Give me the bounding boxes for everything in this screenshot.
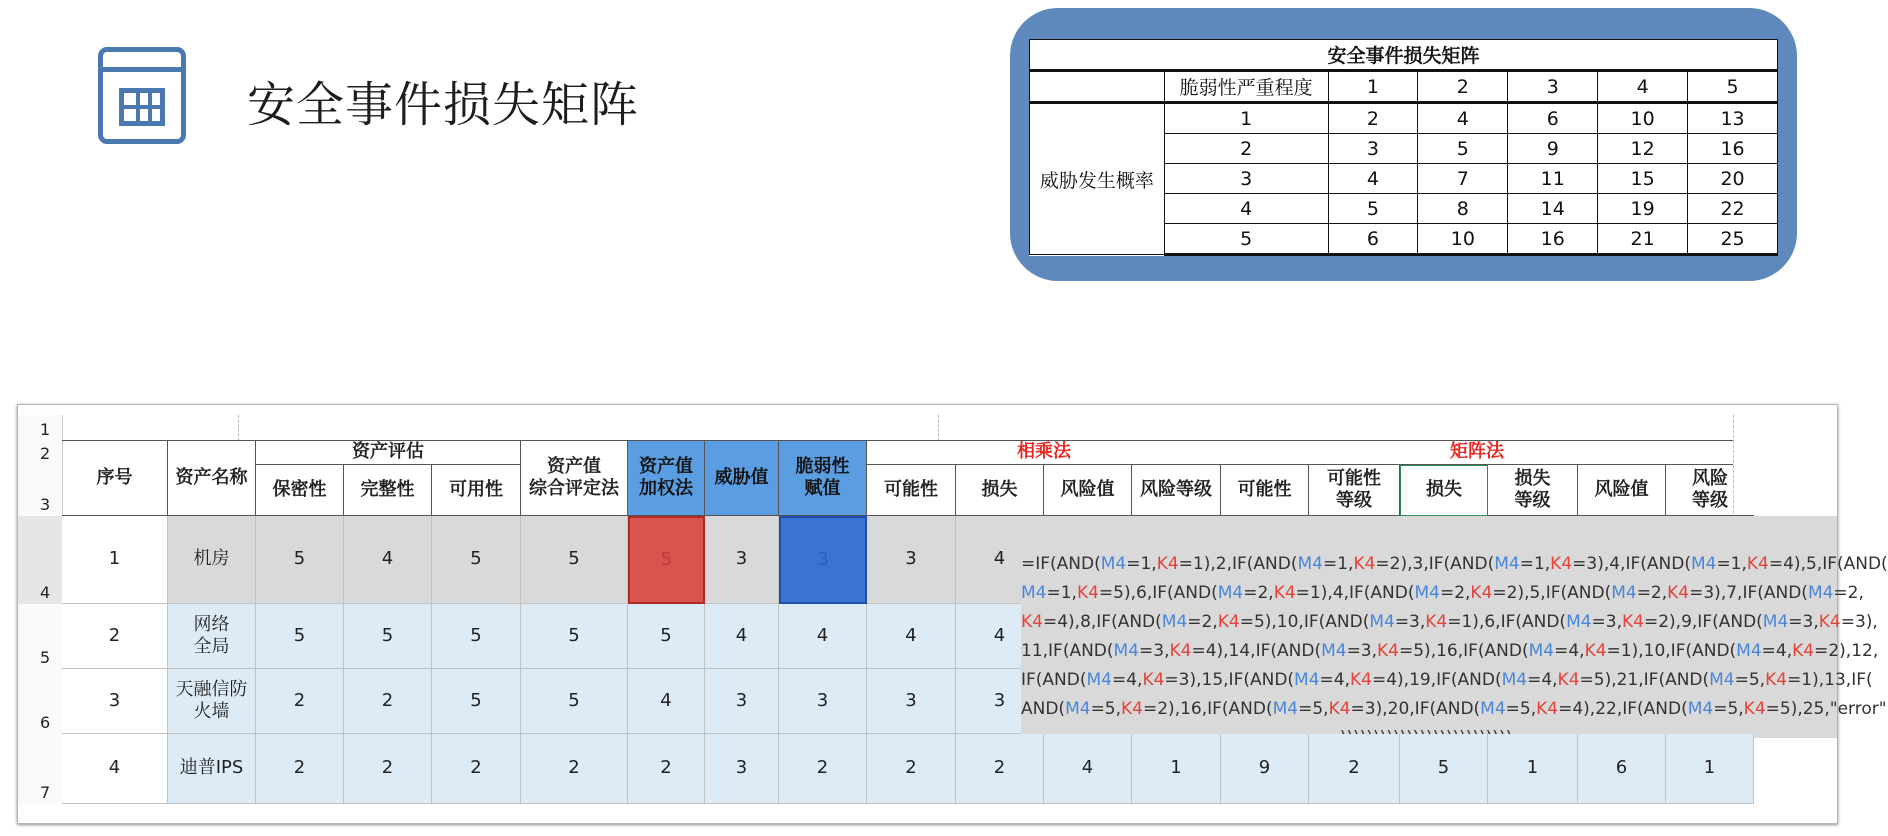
cell[interactable]: 5 <box>432 604 521 669</box>
cell[interactable]: 4 <box>867 604 956 669</box>
cell-ref-m4: M4 <box>1086 670 1112 690</box>
matrix-title: 安全事件损失矩阵 <box>1030 40 1778 71</box>
row-number[interactable]: 1 <box>18 415 63 441</box>
cell[interactable]: 3 <box>705 516 779 604</box>
cell-seq[interactable]: 4 <box>62 734 168 804</box>
matrix-cell: 11 <box>1508 164 1598 194</box>
cell[interactable]: 3 <box>867 516 956 604</box>
cell[interactable]: 4 <box>344 516 432 604</box>
matrix-col-header: 1 <box>1328 71 1418 103</box>
matrix-cell: 5 <box>1328 194 1418 224</box>
cell-ref-m4: M4 <box>1021 583 1047 603</box>
matrix-cell: 20 <box>1688 164 1778 194</box>
cell[interactable]: 4 <box>956 604 1044 669</box>
cell-selected-vuln[interactable]: 3 <box>779 516 867 604</box>
header-seq[interactable]: 序号 <box>62 441 168 516</box>
header-mult-possibility[interactable]: 可能性 <box>867 465 956 516</box>
row-number[interactable]: 7 <box>18 734 63 804</box>
formula-line: 11,IF(AND(M4=3,K4=4),14,IF(AND(M4=3,K4=5),16,IF(AND(M4=4,K4=1),10,IF(AND(M4=4,K4=2),12, <box>1021 641 1879 661</box>
cell[interactable]: 2 <box>432 734 521 804</box>
header-asset-value-weighted[interactable]: 资产值 加权法 <box>628 441 705 516</box>
cell[interactable]: 4 <box>779 604 867 669</box>
formula-line: IF(AND(M4=4,K4=3),15,IF(AND(M4=4,K4=4),19,IF(AND(M4=4,K4=5),21,IF(AND(M4=5,K4=1),13,IF( <box>1021 670 1873 690</box>
cell-ref-m4: M4 <box>1414 583 1440 603</box>
cell-asset-name[interactable]: 迪普IPS <box>168 734 256 804</box>
matrix-cell: 19 <box>1598 194 1688 224</box>
row-number[interactable]: 3 <box>18 465 63 516</box>
group-matrix[interactable]: 矩阵法 <box>1221 441 1733 465</box>
cell[interactable]: 2 <box>344 734 432 804</box>
cell[interactable]: 5 <box>1400 734 1488 804</box>
cell-ref-m4: M4 <box>1272 699 1299 719</box>
cell-ref-k4: K4 <box>1425 612 1448 632</box>
cell-ref-k4: K4 <box>1076 583 1099 603</box>
cell-asset-name[interactable]: 机房 <box>168 516 256 604</box>
matrix-col-header: 4 <box>1598 71 1688 103</box>
cell[interactable]: 5 <box>256 516 344 604</box>
cell-ref-m4: M4 <box>1528 641 1555 661</box>
cell[interactable]: 4 <box>705 604 779 669</box>
cell[interactable]: 3 <box>956 669 1044 734</box>
cell-ref-m4: M4 <box>1736 641 1762 661</box>
header-mult-loss[interactable]: 损失 <box>956 465 1044 516</box>
cell[interactable]: 5 <box>344 604 432 669</box>
cell-ref-k4: K4 <box>1743 699 1766 719</box>
matrix-cell: 2 <box>1328 103 1418 134</box>
cell-ref-m4: M4 <box>1494 554 1520 574</box>
formula-overlay[interactable] <box>1021 516 1888 738</box>
matrix-cell: 5 <box>1418 134 1508 164</box>
cell-ref-k4: K4 <box>1746 554 1769 574</box>
row-number[interactable]: 4 <box>18 516 63 604</box>
cell-ref-k4: K4 <box>1667 583 1690 603</box>
cell-seq[interactable]: 2 <box>62 604 168 669</box>
cell-ref-k4: K4 <box>1622 612 1644 632</box>
matrix-cell: 16 <box>1508 224 1598 255</box>
matrix-row-label: 5 <box>1164 224 1328 255</box>
cell-seq[interactable]: 1 <box>62 516 168 604</box>
matrix-cell: 16 <box>1688 134 1778 164</box>
header-vuln-value[interactable]: 脆弱性 赋值 <box>779 441 867 516</box>
cell-ref-m4: M4 <box>1100 554 1127 574</box>
matrix-cell: 25 <box>1688 224 1778 255</box>
cell[interactable]: 1 <box>1488 734 1578 804</box>
matrix-col-header-label: 脆弱性严重程度 <box>1164 71 1328 103</box>
header-mult-risk-value[interactable]: 风险值 <box>1044 465 1132 516</box>
cell-ref-k4: K4 <box>1142 670 1165 690</box>
cell-asset-name[interactable]: 天融信防 火墙 <box>168 669 256 734</box>
row-number[interactable]: 5 <box>18 604 63 669</box>
cell-ref-k4: K4 <box>1021 612 1043 632</box>
cell-ref-k4: K4 <box>1584 641 1607 661</box>
matrix-row-label: 1 <box>1164 103 1328 134</box>
cell[interactable]: 3 <box>705 669 779 734</box>
row-number[interactable]: 2 <box>18 441 63 465</box>
cell-ref-m4: M4 <box>1113 641 1140 661</box>
matrix-cell: 4 <box>1328 164 1418 194</box>
loss-matrix-panel <box>1010 8 1797 281</box>
cell[interactable]: 5 <box>256 604 344 669</box>
cell-ref-m4: M4 <box>1611 583 1637 603</box>
cell[interactable]: 1 <box>1666 734 1754 804</box>
cell-ref-k4: K4 <box>1377 641 1399 661</box>
cell[interactable]: 2 <box>779 734 867 804</box>
header-asset-name[interactable]: 资产名称 <box>168 441 256 516</box>
matrix-cell: 6 <box>1328 224 1418 255</box>
page-title: 安全事件损失矩阵 <box>247 77 640 133</box>
formula-line: K4=4),8,IF(AND(M4=2,K4=5),10,IF(AND(M4=3,K4=1),6,IF(AND(M4=3,K4=2),9,IF(AND(M4=3,K4=3), <box>1021 612 1878 632</box>
spreadsheet <box>17 404 1888 824</box>
cell[interactable]: 5 <box>521 604 628 669</box>
cell-ref-k4: K4 <box>1121 699 1143 719</box>
header-mat-risk-level[interactable]: 风险 等级 <box>1666 465 1754 516</box>
header-mat-risk-value[interactable]: 风险值 <box>1578 465 1666 516</box>
cell[interactable]: 2 <box>628 734 705 804</box>
cell-ref-m4: M4 <box>1709 670 1735 690</box>
cell-ref-k4: K4 <box>1765 670 1788 690</box>
cell[interactable]: 3 <box>779 669 867 734</box>
group-asset-eval[interactable]: 资产评估 <box>256 441 521 465</box>
matrix-cell: 21 <box>1598 224 1688 255</box>
matrix-cell: 10 <box>1598 103 1688 134</box>
matrix-cell: 22 <box>1688 194 1778 224</box>
cell[interactable]: 5 <box>521 669 628 734</box>
matrix-cell: 6 <box>1508 103 1598 134</box>
cell-ref-m4: M4 <box>1065 699 1091 719</box>
cell-ref-k4: K4 <box>1217 612 1240 632</box>
header-mult-risk-level[interactable]: 风险等级 <box>1132 465 1221 516</box>
cell[interactable]: 4 <box>628 669 705 734</box>
cell-ref-m4: M4 <box>1687 699 1714 719</box>
cell-seq[interactable]: 3 <box>62 669 168 734</box>
matrix-row-label: 3 <box>1164 164 1328 194</box>
group-multiply[interactable]: 相乘法 <box>867 441 1221 465</box>
matrix-corner <box>1030 71 1165 103</box>
cell[interactable]: 4 <box>956 516 1044 604</box>
cell-ref-m4: M4 <box>1297 554 1323 574</box>
cell[interactable]: 4 <box>1044 734 1132 804</box>
cell[interactable]: 2 <box>956 734 1044 804</box>
cell-selected-weighted[interactable]: 5 <box>628 516 705 604</box>
matrix-row-label: 2 <box>1164 134 1328 164</box>
cell-ref-k4: K4 <box>1557 670 1580 690</box>
cell-ref-m4: M4 <box>1807 583 1834 603</box>
header-integrity[interactable]: 完整性 <box>344 465 432 516</box>
cell-ref-k4: K4 <box>1156 554 1179 574</box>
matrix-cell: 4 <box>1418 103 1508 134</box>
cell-ref-k4: K4 <box>1353 554 1376 574</box>
cell[interactable]: 2 <box>867 734 956 804</box>
cell[interactable]: 6 <box>1578 734 1666 804</box>
cell[interactable]: 3 <box>867 669 956 734</box>
loss-matrix-table <box>1029 39 1778 256</box>
cell-ref-k4: K4 <box>1792 641 1815 661</box>
matrix-cell: 14 <box>1508 194 1598 224</box>
cell[interactable]: 5 <box>521 516 628 604</box>
cell[interactable]: 2 <box>256 734 344 804</box>
cell[interactable]: 5 <box>432 669 521 734</box>
matrix-cell: 8 <box>1418 194 1508 224</box>
matrix-col-header: 2 <box>1418 71 1508 103</box>
header-mat-possibility[interactable]: 可能性 <box>1221 465 1309 516</box>
cell[interactable]: 2 <box>256 669 344 734</box>
matrix-col-header: 3 <box>1508 71 1598 103</box>
cell[interactable]: 3 <box>705 734 779 804</box>
cell-ref-m4: M4 <box>1690 554 1717 574</box>
matrix-col-header: 5 <box>1688 71 1778 103</box>
cell-ref-k4: K4 <box>1328 699 1351 719</box>
formula-line: =IF(AND(M4=1,K4=1),2,IF(AND(M4=1,K4=2),3,IF(AND(M4=1,K4=3),4,IF(AND(M4=1,K4=4),5,IF(AND( <box>1021 554 1888 574</box>
cell-ref-m4: M4 <box>1480 699 1506 719</box>
cell[interactable]: 2 <box>1309 734 1400 804</box>
matrix-cell: 12 <box>1598 134 1688 164</box>
header-mat-loss-level[interactable]: 损失 等级 <box>1488 465 1578 516</box>
cell[interactable]: 5 <box>628 604 705 669</box>
matrix-cell: 7 <box>1418 164 1508 194</box>
header-threat-value[interactable]: 威胁值 <box>705 441 779 516</box>
cell-ref-k4: K4 <box>1818 612 1841 632</box>
cell[interactable]: 2 <box>344 669 432 734</box>
matrix-row-header-label: 威胁发生概率 <box>1030 103 1165 255</box>
cell-ref-k4: K4 <box>1550 554 1573 574</box>
cell-ref-m4: M4 <box>1566 612 1592 632</box>
matrix-cell: 9 <box>1508 134 1598 164</box>
cell[interactable]: 1 <box>1132 734 1221 804</box>
cell-ref-k4: K4 <box>1273 583 1296 603</box>
calendar-table-icon <box>98 47 186 144</box>
cell-asset-name[interactable]: 网络 全局 <box>168 604 256 669</box>
cell-ref-m4: M4 <box>1217 583 1244 603</box>
cell-ref-m4: M4 <box>1161 612 1188 632</box>
matrix-cell: 13 <box>1688 103 1778 134</box>
cell-ref-m4: M4 <box>1501 670 1528 690</box>
cell-ref-k4: K4 <box>1536 699 1559 719</box>
row-number[interactable]: 6 <box>18 669 63 734</box>
header-availability[interactable]: 可用性 <box>432 465 521 516</box>
matrix-row-label: 4 <box>1164 194 1328 224</box>
matrix-cell: 15 <box>1598 164 1688 194</box>
cell[interactable]: 9 <box>1221 734 1309 804</box>
header-asset-value-combined[interactable]: 资产值 综合评定法 <box>521 441 628 516</box>
cell[interactable]: 5 <box>432 516 521 604</box>
cell-ref-m4: M4 <box>1321 641 1347 661</box>
formula-line: M4=1,K4=5),6,IF(AND(M4=2,K4=1),4,IF(AND(M4=2,K4=2),5,IF(AND(M4=2,K4=3),7,IF(AND(M4=2, <box>1021 583 1864 603</box>
cell[interactable]: 2 <box>521 734 628 804</box>
header-mat-loss[interactable]: 损失 <box>1400 465 1488 516</box>
formula-line: AND(M4=5,K4=2),16,IF(AND(M4=5,K4=3),20,IF(AND(M4=5,K4=4),22,IF(AND(M4=5,K4=5),25,"error" <box>1021 699 1887 719</box>
cell-ref-m4: M4 <box>1294 670 1320 690</box>
matrix-cell: 3 <box>1328 134 1418 164</box>
cell-ref-m4: M4 <box>1369 612 1395 632</box>
cell-ref-k4: K4 <box>1169 641 1192 661</box>
header-confidentiality[interactable]: 保密性 <box>256 465 344 516</box>
cell-ref-m4: M4 <box>1762 612 1789 632</box>
matrix-cell: 10 <box>1418 224 1508 255</box>
header-mat-possibility-level[interactable]: 可能性 等级 <box>1309 465 1400 516</box>
cell-ref-k4: K4 <box>1350 670 1372 690</box>
cell-ref-k4: K4 <box>1470 583 1493 603</box>
